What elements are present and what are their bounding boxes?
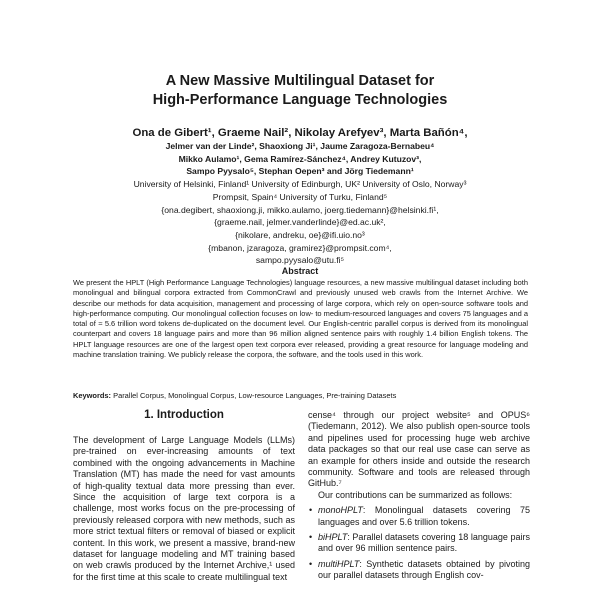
author-line-3: Mikko Aulamo¹, Gema Ramírez-Sánchez⁴, Andrey Kutuzov³, bbox=[178, 153, 422, 164]
author-block bbox=[0, 126, 600, 267]
intro-paragraph-3: Our contributions can be summarized as follows: bbox=[318, 489, 513, 500]
introduction-right-column bbox=[308, 410, 530, 586]
intro-paragraph-1: The development of Large Language Models (LLMs) pre-trained on ever-increasing amounts of text combined with the ongoing advancements in Machine Translation (MT) has made the need for vast amounts of high-quality textual data more pressing than ever. Since the acquisition of large text corpora is a challenge, most works focus on the pre-processing of previously released corpora with new methods, such as more strict textual filters or removal of biased or explicit content. In this work, we present a massive, brand-new dataset for language modeling and MT training based on web crawls produced by the Internet Archive,¹ used for the first time at this scale to create multilingual text bbox=[73, 435, 295, 582]
intro-paragraph-2: cense⁴ through our project website⁵ and OPUS⁶ (Tiedemann, 2012). We also publish open-source tools and pipelines used for processing huge web archive data packages so that our real use case can serve as an example for others inside and outside the research community. Software and tools are released through GitHub.⁷ bbox=[308, 410, 530, 489]
list-item bbox=[318, 559, 530, 582]
keywords-text: Parallel Corpus, Monolingual Corpus, Low-resource Languages, Pre-training Datasets bbox=[113, 391, 397, 400]
contributions-list bbox=[308, 505, 530, 581]
email-line-2: {graeme.nail, jelmer.vanderlinde}@ed.ac.uk², bbox=[214, 217, 386, 228]
contribution-text: : Monolingual datasets covering 75 languages and over 5.6 trillion tokens. bbox=[318, 505, 530, 527]
author-line-1: Ona de Gibert¹, Graeme Nail², Nikolay Arefyev³, Marta Bañón⁴, bbox=[132, 127, 468, 139]
abstract-heading: Abstract bbox=[281, 266, 319, 276]
paper-title bbox=[0, 72, 600, 110]
email-line-3: {nikolare, andreku, oe}@ifi.uio.no³ bbox=[235, 229, 365, 240]
abstract-text: We present the HPLT (High Performance Language Technologies) language resources, a new massive multilingual dataset including both monolingual and bilingual corpora extracted from CommonCrawl and previously unused web crawls from the Internet Archive. We describe our methods for data acquisition, management and processing of large corpora, which rely on open-source software tools and high-performance computing. Our monolingual collection focuses on low- to medium-resourced languages and covers 75 languages and a total of ≈ 5.6 trillion word tokens de-duplicated on the document level. Our English-centric parallel corpus is derived from its monolingual counterpart and covers 18 language pairs and more than 96 million aligned sentence pairs with roughly 1.4 billion English tokens. The HPLT language resources are one of the largest open text corpora ever released, providing a great resource for language modeling and machine translation training. We publicly release the corpora, the software, and the tools used in this work. bbox=[73, 278, 528, 359]
contribution-name: monoHPLT bbox=[318, 505, 363, 516]
email-line-4: {mbanon, jzaragoza, gramirez}@prompsit.com⁴, bbox=[208, 242, 392, 253]
author-line-4: Sampo Pyysalo⁵, Stephan Oepen³ and Jörg Tiedemann¹ bbox=[186, 166, 414, 177]
contribution-text: : Parallel datasets covering 18 language pairs and over 96 million sentence pairs. bbox=[318, 532, 530, 554]
keywords-line bbox=[73, 391, 528, 401]
affiliation-line-2: Prompsit, Spain⁴ University of Turku, Finland⁵ bbox=[212, 191, 388, 202]
title-line-1: A New Massive Multilingual Dataset for bbox=[165, 73, 435, 89]
introduction-left-column bbox=[73, 435, 295, 583]
list-item bbox=[318, 532, 530, 555]
author-line-2: Jelmer van der Linde², Shaoxiong Ji¹, Jaume Zaragoza-Bernabeu⁴ bbox=[165, 141, 435, 151]
contribution-text: : Synthetic datasets obtained by pivoting our parallel datasets through English cov- bbox=[318, 558, 530, 581]
contribution-name: biHPLT bbox=[318, 532, 348, 543]
title-line-2: High-Performance Language Technologies bbox=[152, 92, 448, 108]
email-line-5: sampo.pyysalo@utu.fi⁵ bbox=[255, 255, 345, 266]
keywords-label: Keywords: bbox=[73, 391, 112, 400]
affiliation-line-1: University of Helsinki, Finland¹ University of Edinburgh, UK² University of Oslo, Norway³ bbox=[133, 179, 467, 190]
section-heading-introduction: 1. Introduction bbox=[144, 409, 224, 421]
email-line-1: {ona.degibert, shaoxiong.ji, mikko.aulamo, joerg.tiedemann}@helsinki.fi¹, bbox=[161, 204, 439, 215]
list-item bbox=[318, 505, 530, 528]
contribution-name: multiHPLT bbox=[318, 558, 360, 569]
